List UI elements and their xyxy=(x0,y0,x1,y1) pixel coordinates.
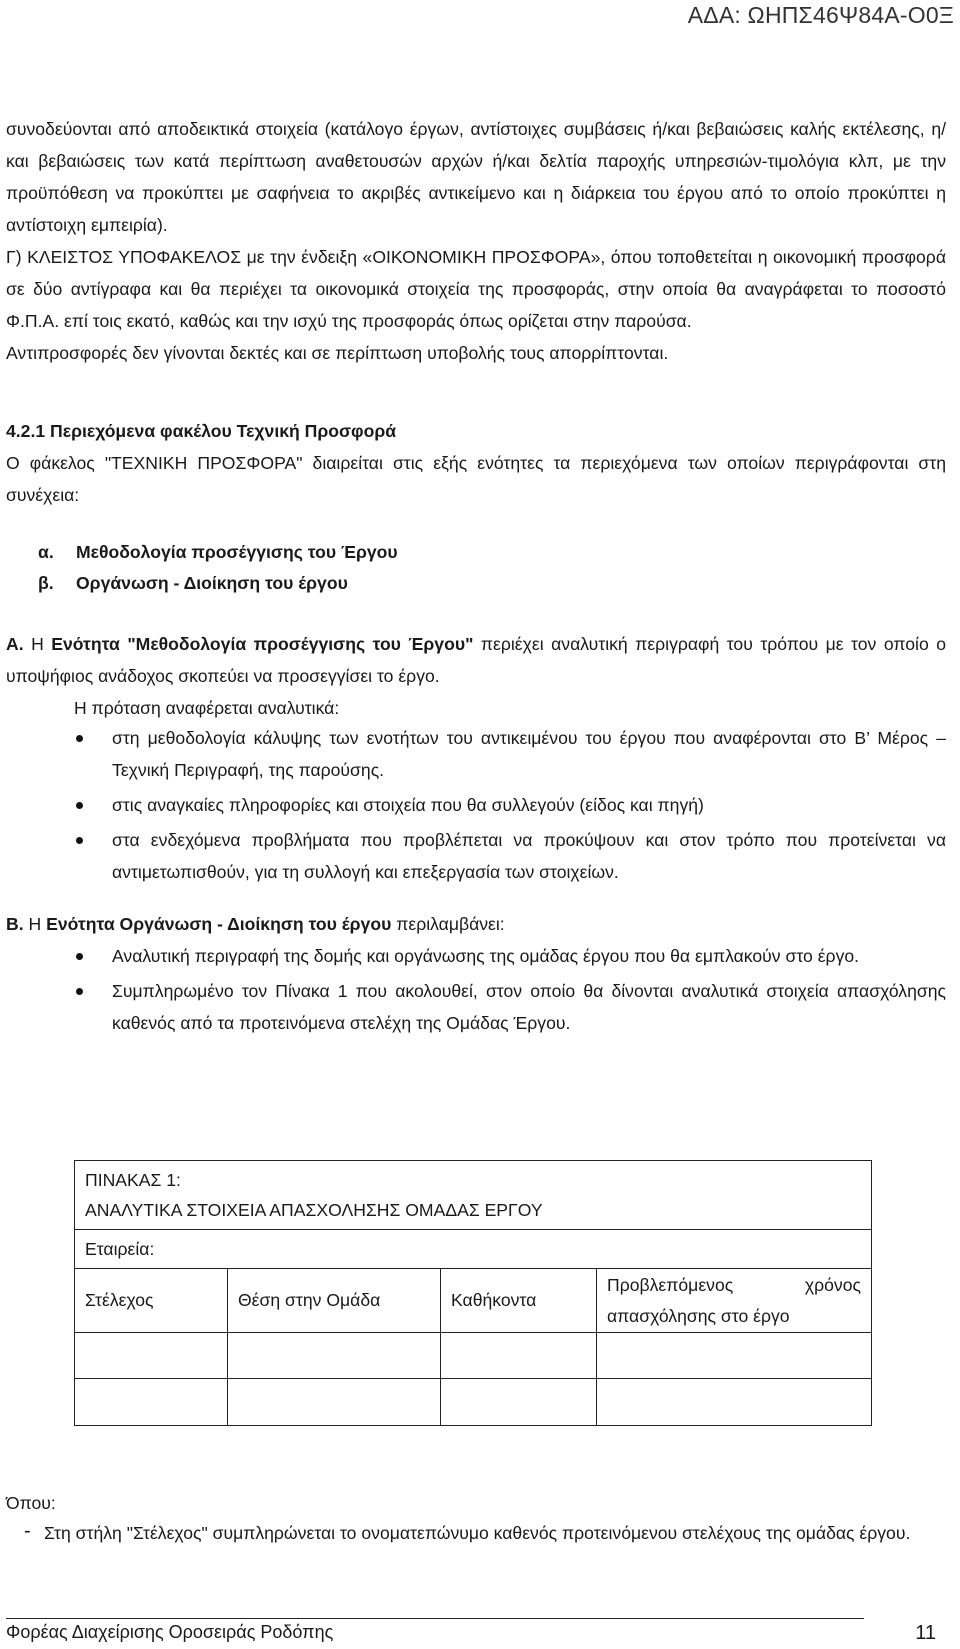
column-header: Καθήκοντα xyxy=(441,1269,597,1332)
list-marker: α. xyxy=(38,542,54,562)
bullet-text: Αναλυτική περιγραφή της δομής και οργάνωσης της ομάδας έργου που θα εμπλακούν στο έργο. xyxy=(112,946,860,966)
column-header: Θέση στην Ομάδα xyxy=(228,1269,441,1332)
part-b-bullets xyxy=(74,940,946,1042)
table-title-line-2: ΑΝΑΛΥΤΙΚΑ ΣΤΟΙΧΕΙΑ ΑΠΑΣΧΟΛΗΣΗΣ ΟΜΑΔΑΣ ΕΡΓΟΥ xyxy=(85,1200,543,1220)
bullet-icon xyxy=(76,802,83,809)
column-header: Στέλεχος xyxy=(75,1269,228,1332)
part-b-rest: περιλαμβάνει: xyxy=(391,914,505,934)
part-b-block xyxy=(6,908,946,940)
table-cell xyxy=(75,1379,228,1425)
part-a-sub-intro: Η πρόταση αναφέρεται αναλυτικά: xyxy=(74,698,340,718)
intro-block xyxy=(6,113,946,369)
column-header: Προβλεπόμενος χρόνος απασχόλησης στο έργο xyxy=(607,1274,861,1326)
part-a-paragraph xyxy=(6,628,946,692)
part-b-lead: Η xyxy=(23,914,47,934)
bullet-text: στα ενδεχόμενα προβλήματα που προβλέπεται να προκύψουν και στον τρόπο που προτείνεται να αντιμετωπισθούν, για τη συλλογή και επεξεργασία των στοιχείων. xyxy=(112,830,946,882)
table-row xyxy=(75,1333,871,1379)
bullet-icon xyxy=(76,988,83,995)
table-cell xyxy=(441,1333,597,1378)
bullet-item xyxy=(74,975,946,1039)
part-a-title: Ενότητα "Μεθοδολογία προσέγγισης του Έργου" xyxy=(51,634,474,654)
table-cell xyxy=(228,1333,441,1378)
part-b-letter: Β. xyxy=(6,914,24,934)
bullet-item xyxy=(74,722,946,786)
part-b-title: Ενότητα Οργάνωση - Διοίκηση του έργου xyxy=(46,914,392,934)
table-row xyxy=(75,1379,871,1425)
notes-label: Όπου: xyxy=(6,1493,56,1513)
table-title xyxy=(75,1161,871,1229)
table-title-line-1: ΠΙΝΑΚΑΣ 1: xyxy=(85,1170,181,1190)
part-a-block xyxy=(6,628,946,724)
bullet-item xyxy=(74,789,946,821)
ada-code: ΑΔΑ: ΩΗΠΣ46Ψ84Α-Ο0Ξ xyxy=(687,2,954,28)
page-number: 11 xyxy=(915,1622,936,1644)
list-item xyxy=(38,537,398,568)
intro-paragraph-1: συνοδεύονται από αποδεικτικά στοιχεία (κατάλογο έργων, αντίστοιχες συμβάσεις ή/και βεβαιώσεις καλής εκτέλεσης, η/και βεβαιώσεις των κατά περίπτωση αναθετουσών αρχών ή/και δελτία παροχής υπηρεσιών-τιμολόγια κλπ, με την προϋπόθεση να προκύπτει με σαφήνεια το ακριβές αντικείμενο και η διάρκεια του έργου από το οποίο προκύπτει η αντίστοιχη εμπειρία). xyxy=(6,119,946,235)
list-text: Μεθοδολογία προσέγγισης του Έργου xyxy=(76,542,398,562)
part-a-lead: Η xyxy=(23,634,52,654)
bullet-icon xyxy=(76,735,83,742)
table-cell xyxy=(228,1379,441,1425)
company-label: Εταιρεία: xyxy=(85,1239,155,1259)
part-a-rest: περιέχει αναλυτική περιγραφή του τρόπου με τον οποίο ο υποψήφιος ανάδοχος σκοπεύει να προσεγγίσει το έργο. xyxy=(6,634,946,686)
dash-marker: - xyxy=(24,1520,31,1542)
bullet-icon xyxy=(76,837,83,844)
part-b-paragraph xyxy=(6,908,946,940)
bullet-text: στη μεθοδολογία κάλυψης των ενοτήτων του αντικειμένου του έργου που αναφέρονται στο Β’ Μέρος – Τεχνική Περιγραφή, της παρούσης. xyxy=(112,728,946,780)
bullet-item xyxy=(74,940,946,972)
list-text: Οργάνωση - Διοίκηση του έργου xyxy=(76,573,348,593)
table-cell xyxy=(597,1379,871,1425)
staff-table xyxy=(74,1160,872,1426)
part-a-letter: Α. xyxy=(6,634,24,654)
section-intro: Ο φάκελος "ΤΕΧΝΙΚΗ ΠΡΟΣΦΟΡΑ" διαιρείται στις εξής ενότητες τα περιεχόμενα των οποίων περιγράφονται στη συνέχεια: xyxy=(6,453,946,505)
table-cell xyxy=(75,1333,228,1378)
bullet-item xyxy=(74,824,946,888)
part-a-bullets xyxy=(74,722,946,891)
intro-paragraph-3: Αντιπροσφορές δεν γίνονται δεκτές και σε περίπτωση υποβολής τους απορρίπτονται. xyxy=(6,343,669,363)
section-list xyxy=(38,537,398,599)
table-cell xyxy=(441,1379,597,1425)
note-item xyxy=(24,1517,946,1549)
section-heading: 4.2.1 Περιεχόμενα φακέλου Τεχνική Προσφορά xyxy=(6,421,397,441)
notes-list xyxy=(24,1517,946,1549)
list-item xyxy=(38,568,398,599)
footer-divider xyxy=(6,1618,864,1619)
table-company-row xyxy=(75,1230,871,1269)
table-title-row xyxy=(75,1161,871,1230)
bullet-icon xyxy=(76,953,83,960)
table-cell xyxy=(597,1333,871,1378)
bullet-text: Συμπληρωμένο τον Πίνακα 1 που ακολουθεί, στον οποίο θα δίνονται αναλυτικά στοιχεία απασχόλησης καθενός από τα προτεινόμενα στελέχη της Ομάδας Έργου. xyxy=(112,981,946,1033)
list-marker: β. xyxy=(38,573,54,593)
bullet-text: στις αναγκαίες πληροφορίες και στοιχεία που θα συλλεγούν (είδος και πηγή) xyxy=(112,795,704,815)
section-block xyxy=(6,415,946,511)
table-header-row xyxy=(75,1269,871,1333)
note-text: Στη στήλη "Στέλεχος" συμπληρώνεται το ονοματεπώνυμο καθενός προτεινόμενου στελέχους της ομάδας έργου. xyxy=(44,1523,911,1543)
intro-paragraph-2: Γ) ΚΛΕΙΣΤΟΣ ΥΠΟΦΑΚΕΛΟΣ με την ένδειξη «ΟΙΚΟΝΟΜΙΚΗ ΠΡΟΣΦΟΡΑ», όπου τοποθετείται η οικονομική προσφορά σε δύο αντίγραφα και θα περιέχει τα οικονομικά στοιχεία της προσφοράς, στην οποία θα αναγράφεται το ποσοστό Φ.Π.Α. επί τοις εκατό, καθώς και την ισχύ της προσφοράς όπως ορίζεται στην παρούσα. xyxy=(6,247,946,331)
footer-organization: Φορέας Διαχείρισης Οροσειράς Ροδόπης xyxy=(6,1622,334,1642)
